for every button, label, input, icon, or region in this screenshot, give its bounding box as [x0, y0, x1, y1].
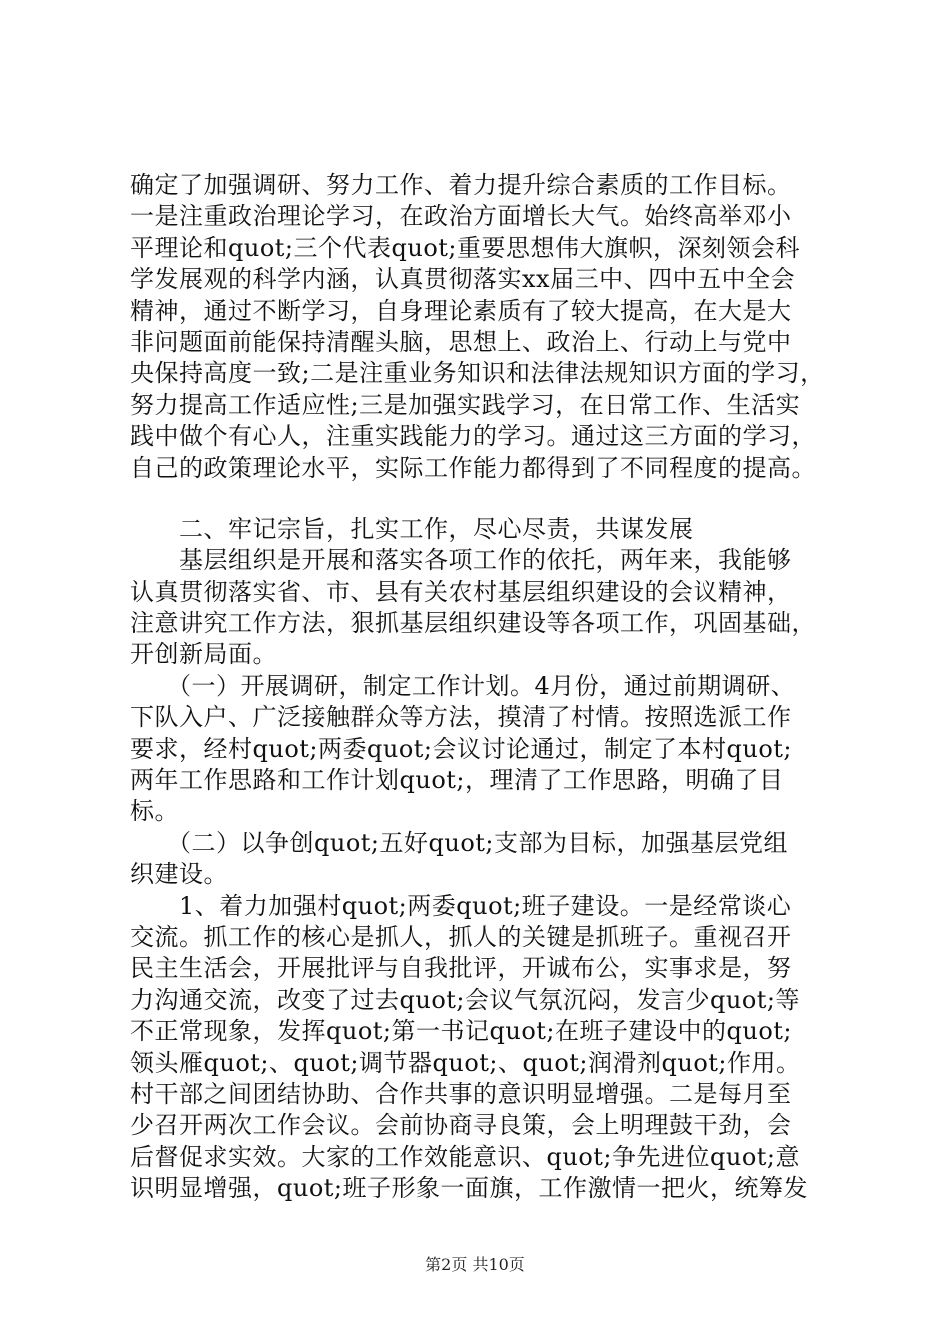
- text-line: 下队入户、广泛接触群众等方法，摸清了村情。按照选派工作: [130, 703, 792, 732]
- text-line: 学发展观的科学内涵，认真贯彻落实xx届三中、四中五中全会: [130, 265, 796, 294]
- page-indicator: 第2页 共10页: [425, 1255, 525, 1274]
- text-line: 两年工作思路和工作计划quot;，理清了工作思路，明确了目: [130, 766, 784, 795]
- text-line: 织建设。: [130, 860, 228, 889]
- text-line: 少召开两次工作会议。会前协商寻良策，会上明理鼓干劲，会: [130, 1111, 792, 1140]
- text-line: 一是注重政治理论学习，在政治方面增长大气。始终高举邓小: [130, 202, 792, 231]
- text-line: 自己的政策理论水平，实际工作能力都得到了不同程度的提高。: [130, 453, 816, 482]
- text-line: 努力提高工作适应性;三是加强实践学习，在日常工作、生活实: [130, 390, 801, 419]
- text-line: 基层组织是开展和落实各项工作的依托，两年来，我能够: [130, 546, 792, 575]
- text-line: 开创新局面。: [130, 640, 277, 669]
- text-line: 践中做个有心人，注重实践能力的学习。通过这三方面的学习，: [130, 422, 816, 451]
- paragraph-block-2: [130, 514, 860, 1205]
- text-line: （一）开展调研，制定工作计划。4月份，通过前期调研、: [130, 671, 796, 700]
- paragraph-block-1: [130, 170, 860, 484]
- text-line: 注意讲究工作方法，狠抓基层组织建设等各项工作，巩固基础，: [130, 609, 816, 638]
- text-line: 标。: [130, 797, 179, 826]
- text-line: 识明显增强，quot;班子形象一面旗，工作激情一把火，统筹发: [130, 1174, 808, 1203]
- text-line: 确定了加强调研、努力工作、着力提升综合素质的工作目标。: [130, 171, 792, 199]
- text-line: 平理论和quot;三个代表quot;重要思想伟大旗帜，深刻领会科: [130, 233, 800, 262]
- text-line: 认真贯彻落实省、市、县有关农村基层组织建设的会议精神，: [130, 577, 792, 606]
- paragraph-gap: [130, 484, 860, 514]
- text-line: 村干部之间团结协助、合作共事的意识明显增强。二是每月至: [130, 1079, 792, 1108]
- text-line: 后督促求实效。大家的工作效能意识、quot;争先进位quot;意: [130, 1142, 800, 1171]
- text-line: 力沟通交流，改变了过去quot;会议气氛沉闷，发言少quot;等: [130, 985, 800, 1014]
- text-line: 民主生活会，开展批评与自我批评，开诚布公，实事求是，努: [130, 954, 792, 983]
- text-line: （二）以争创quot;五好quot;支部为目标，加强基层党组: [130, 828, 788, 857]
- text-line: 领头雁quot;、quot;调节器quot;、quot;润滑剂quot;作用。: [130, 1048, 801, 1077]
- text-line: 央保持高度一致;二是注重业务知识和法律法规知识方面的学习，: [130, 359, 825, 388]
- text-line: 1、着力加强村quot;两委quot;班子建设。一是经常谈心: [130, 891, 792, 920]
- text-line: 要求，经村quot;两委quot;会议讨论通过，制定了本村quot;: [130, 734, 792, 763]
- text-line: 精神，通过不断学习，自身理论素质有了较大提高，在大是大: [130, 296, 792, 325]
- section-heading: 二、牢记宗旨，扎实工作，尽心尽责，共谋发展: [130, 514, 694, 543]
- document-body: [130, 170, 860, 1205]
- text-line: 非问题面前能保持清醒头脑，思想上、政治上、行动上与党中: [130, 327, 792, 356]
- text-line: 交流。抓工作的核心是抓人，抓人的关键是抓班子。重视召开: [130, 922, 792, 951]
- text-line: 不正常现象，发挥quot;第一书记quot;在班子建设中的quot;: [130, 1017, 792, 1046]
